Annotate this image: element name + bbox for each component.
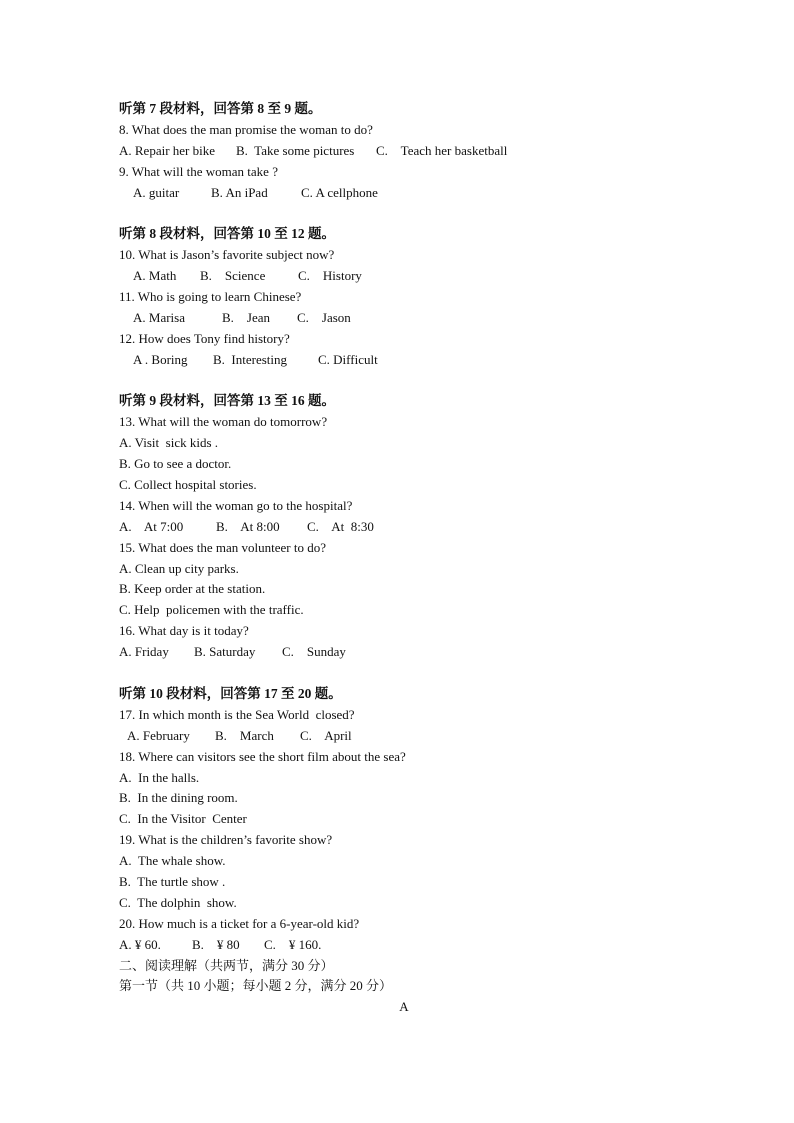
option-10c: C. History [298, 268, 362, 284]
question-10: 10. What is Jason’s favorite subject now? [119, 247, 335, 263]
option-17a: A. February [127, 727, 190, 743]
option-19c: C. The dolphin show. [119, 894, 237, 910]
option-12a: A . Boring [133, 351, 188, 367]
question-16: 16. What day is it today? [119, 623, 249, 639]
question-9-options [119, 183, 719, 204]
option-16b: B. Saturday [194, 644, 256, 660]
option-19a: A. The whale show. [119, 853, 226, 869]
question-12-options [119, 350, 719, 371]
question-12: 12. How does Tony find history? [119, 330, 290, 346]
section-9-heading: 听第 9 段材料，回答第 13 至 16 题。 [119, 393, 335, 409]
option-15a: A. Clean up city parks. [119, 560, 239, 576]
question-14-options [119, 517, 719, 538]
option-8b: B. Take some pictures [236, 142, 355, 158]
option-14b: B. At 8:00 [216, 518, 280, 534]
option-19b: B. The turtle show . [119, 873, 226, 889]
option-18b: B. In the dining room. [119, 790, 238, 806]
question-17: 17. In which month is the Sea World closed? [119, 706, 355, 722]
option-15b: B. Keep order at the station. [119, 581, 266, 597]
option-13a: A. Visit sick kids . [119, 435, 219, 451]
option-17b: B. March [215, 727, 274, 743]
option-20c: C. ¥ 160. [264, 936, 322, 952]
question-11-options [119, 308, 719, 329]
question-15: 15. What does the man volunteer to do? [119, 539, 326, 555]
option-14c: C. At 8:30 [307, 518, 374, 534]
question-18: 18. Where can visitors see the short film about the sea? [119, 748, 406, 764]
option-11b: B. Jean [222, 309, 271, 325]
section-8-heading: 听第 8 段材料，回答第 10 至 12 题。 [119, 226, 335, 242]
option-20a: A. ¥ 60. [119, 936, 161, 952]
spacer [119, 371, 719, 392]
option-20b: B. ¥ 80 [192, 936, 240, 952]
option-16a: A. Friday [119, 644, 169, 660]
question-16-options [119, 642, 719, 663]
option-8c: C. Teach her basketball [376, 142, 508, 158]
spacer [119, 203, 719, 224]
section-10-heading: 听第 10 段材料，回答第 17 至 20 题。 [119, 685, 342, 701]
question-20-options [119, 935, 719, 956]
part-2-section-1: 第一节（共 10 小题；每小题 2 分，满分 20 分） [119, 978, 393, 994]
section-7-heading: 听第 7 段材料，回答第 8 至 9 题。 [119, 101, 322, 116]
question-20: 20. How much is a ticket for a 6-year-old kid? [119, 915, 360, 931]
question-14: 14. When will the woman go to the hospital? [119, 497, 353, 513]
option-13c: C. Collect hospital stories. [119, 477, 257, 493]
option-16c: C. Sunday [282, 644, 346, 660]
option-12c: C. Difficult [318, 351, 378, 367]
question-11: 11. Who is going to learn Chinese? [119, 289, 302, 305]
spacer [119, 663, 719, 684]
option-12b: B. Interesting [213, 351, 288, 367]
option-11a: A. Marisa [133, 309, 185, 325]
option-10a: A. Math [133, 268, 177, 284]
page-content [119, 99, 719, 1018]
option-13b: B. Go to see a doctor. [119, 456, 232, 472]
passage-label: A [399, 999, 409, 1015]
option-18a: A. In the halls. [119, 769, 200, 785]
question-10-options [119, 266, 719, 287]
question-9: 9. What will the woman take ? [119, 163, 278, 179]
question-8: 8. What does the man promise the woman to do? [119, 121, 373, 137]
option-15c: C. Help policemen with the traffic. [119, 602, 304, 618]
option-11c: C. Jason [297, 309, 351, 325]
question-8-options [119, 141, 719, 162]
option-17c: C. April [300, 727, 352, 743]
option-9a: A. guitar [133, 184, 180, 200]
part-2-title: 二、阅读理解（共两节，满分 30 分） [119, 957, 334, 973]
option-18c: C. In the Visitor Center [119, 811, 247, 827]
option-8a: A. Repair her bike [119, 142, 216, 158]
question-17-options [119, 726, 719, 747]
question-19: 19. What is the children’s favorite show? [119, 832, 333, 848]
option-9b: B. An iPad [211, 184, 268, 200]
option-9c: C. A cellphone [301, 184, 378, 200]
option-14a: A. At 7:00 [119, 518, 184, 534]
option-10b: B. Science [200, 268, 266, 284]
question-13: 13. What will the woman do tomorrow? [119, 414, 328, 430]
